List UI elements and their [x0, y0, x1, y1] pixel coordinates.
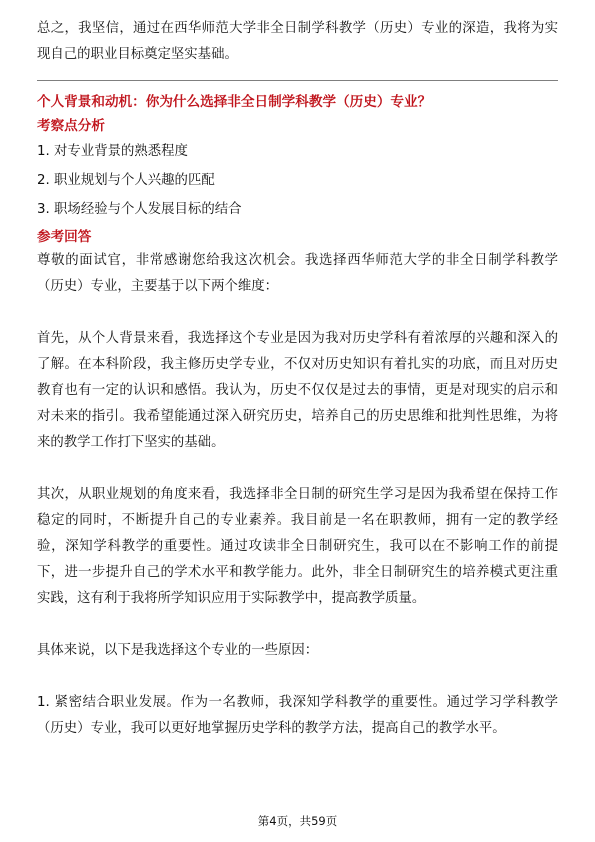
page-number: 第4页，共59页 — [257, 814, 338, 828]
answer-paragraph: 具体来说，以下是我选择这个专业的一些原因： — [37, 643, 319, 658]
question-title: 个人背景和动机：你为什么选择非全日制学科教学（历史）专业？ — [37, 94, 432, 110]
section-divider — [37, 80, 558, 81]
analysis-heading: 考察点分析 — [37, 118, 105, 134]
answer-paragraph: 1. 紧密结合职业发展。作为一名教师，我深知学科教学的重要性。通过学习学科教学（历史）专业，我可以更好地掌握历史学科的教学方法，提高自己的教学水平。 — [37, 695, 558, 736]
analysis-point: 2. 职业规划与个人兴趣的匹配 — [37, 173, 215, 188]
paragraph-spacer — [37, 456, 558, 482]
analysis-point: 3. 职场经验与个人发展目标的结合 — [37, 202, 242, 217]
paragraph-spacer — [37, 664, 558, 690]
answer-heading: 参考回答 — [37, 229, 92, 245]
paragraph-spacer — [37, 612, 558, 638]
analysis-point: 1. 对专业背景的熟悉程度 — [37, 144, 188, 159]
paragraph-spacer — [37, 300, 558, 326]
analysis-list — [37, 137, 558, 224]
answer-paragraph: 其次，从职业规划的角度来看，我选择非全日制的研究生学习是因为我希望在保持工作稳定的同时，不断提升自己的专业素养。我目前是一名在职教师，拥有一定的教学经验，深知学科教学的重要性。通过攻读非全日制研究生，我可以在不影响工作的前提下，进一步提升自己的学术水平和教学能力。此外，非全日制研究生的培养模式更注重实践，这有利于我将所学知识应用于实际教学中，提高教学质量。 — [37, 487, 558, 606]
answer-paragraph: 尊敬的面试官，非常感谢您给我这次机会。我选择西华师范大学的非全日制学科教学（历史）专业，主要基于以下两个维度： — [37, 253, 558, 294]
answer-paragraph: 首先，从个人背景来看，我选择这个专业是因为我对历史学科有着浓厚的兴趣和深入的了解。在本科阶段，我主修历史学专业，不仅对历史知识有着扎实的功底，而且对历史教育也有一定的认识和感悟。我认为，历史不仅仅是过去的事情，更是对现实的启示和对未来的指引。我希望能通过深入研究历史，培养自己的历史思维和批判性思维，为将来的教学工作打下坚实的基础。 — [37, 331, 558, 450]
intro-paragraph: 总之，我坚信，通过在西华师范大学非全日制学科教学（历史）专业的深造，我将为实现自己的职业目标奠定坚实基础。 — [37, 21, 558, 62]
